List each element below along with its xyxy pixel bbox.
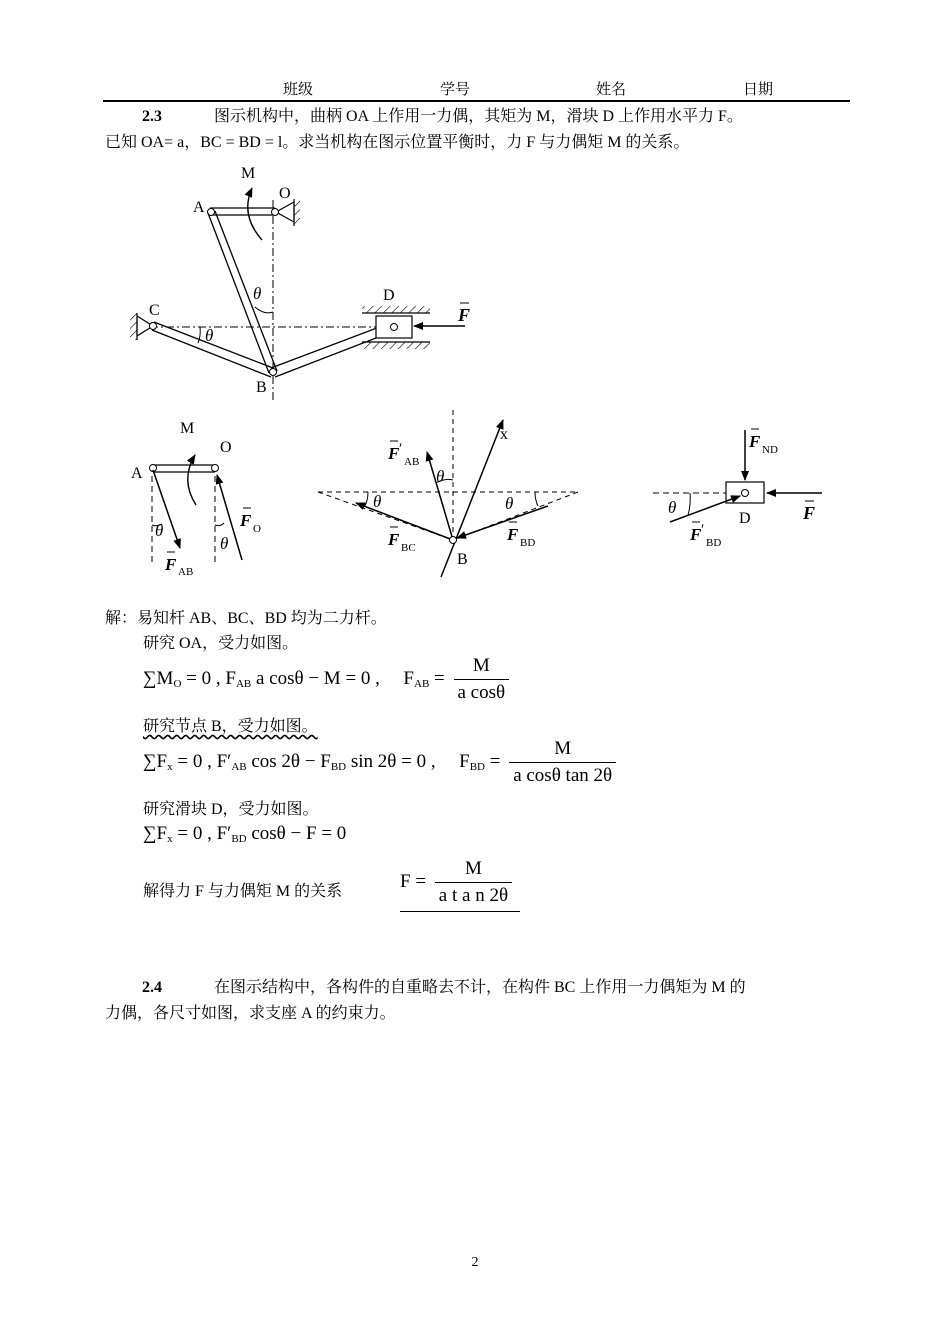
svg-text:θ: θ xyxy=(155,521,164,540)
couple-M-arc-fbd xyxy=(188,455,196,505)
svg-text:F: F xyxy=(507,525,519,544)
label-F: F xyxy=(458,305,471,325)
svg-text:O: O xyxy=(220,439,232,456)
equation-3: $\sum F_x = 0$ , $F'_{BD}$ cosθ − F = 0 xyxy=(143,823,347,845)
label-A: A xyxy=(193,199,205,216)
fbd-slider-D xyxy=(653,429,822,549)
label-theta-2: θ xyxy=(205,326,214,345)
label-D: D xyxy=(383,287,395,304)
student-no-label: 学号 xyxy=(440,82,471,98)
force-F-BD-arrow xyxy=(457,506,548,538)
label-M: M xyxy=(241,165,256,182)
equation-1-fraction: $\frac{M}{\text{a cosθ}}$ xyxy=(454,655,510,704)
solution-step-2: 研究节点 B，受力如图。 xyxy=(143,718,318,735)
result-text: 解得力 F 与力偶矩 M 的关系 xyxy=(143,883,343,900)
statement-line-2: 力偶，各尺寸如图，求支座 A 的约束力。 xyxy=(105,1005,396,1022)
date-label: 日期 xyxy=(743,82,774,98)
svg-text:D: D xyxy=(739,510,751,527)
force-F-BC-arrow xyxy=(356,503,453,540)
svg-text:M: M xyxy=(180,420,195,437)
svg-text:BD: BD xyxy=(520,537,536,549)
svg-text:θ: θ xyxy=(505,494,514,513)
name-label: 姓名 xyxy=(596,82,627,98)
problem-number: 2.3 xyxy=(142,108,162,125)
svg-text:BD: BD xyxy=(706,537,722,549)
equation-1: $\sum M_O = 0$ , $F_{AB}$ a cosθ − M = 0 , $F_{AB}$ = $\frac{M}{\text{a cosθ}}$ xyxy=(143,655,509,704)
svg-text:F: F xyxy=(690,525,702,544)
statement-line-1: 在图示结构中，各构件的自重略去不计，在构件 BC 上作用一力偶矩为 M 的 xyxy=(214,979,746,996)
svg-text:θ: θ xyxy=(220,534,229,553)
equation-2-fraction: $\frac{M}{\text{a cosθ tan 2θ}}$ xyxy=(509,738,616,787)
statement-line-2: 已知 OA= a，BC = BD = l。求当机构在图示位置平衡时，力 F 与力偶矩 M 的关系。 xyxy=(105,134,690,151)
equation-2: $\sum F_x = 0$ , $F'_{AB}$ $\cos 2\theta - F_{BD}$ sin 2θ = 0 , $F_{BD}$ = $\frac{M}{\text{a cosθ tan 2θ}}$ xyxy=(143,738,616,787)
class-label: 班级 xyxy=(283,82,314,98)
label-O: O xyxy=(279,185,291,202)
svg-text:θ: θ xyxy=(668,498,677,517)
statement-line-1: 图示机构中，曲柄 OA 上作用一力偶，其矩为 M，滑块 D 上作用水平力 F。 xyxy=(214,108,743,125)
svg-text:F: F xyxy=(165,555,177,574)
problem-2-4-statement xyxy=(105,975,850,1027)
axis-x-arrow xyxy=(441,420,503,577)
svg-text:O: O xyxy=(253,523,261,535)
svg-text:F: F xyxy=(388,530,400,549)
svg-text:F: F xyxy=(388,444,400,463)
solution-step-1: 研究 OA，受力如图。 xyxy=(143,635,299,652)
svg-text:′: ′ xyxy=(701,522,705,538)
fbd-node-B xyxy=(318,410,578,577)
label-B: B xyxy=(256,379,267,396)
svg-text:B: B xyxy=(457,551,468,568)
svg-text:AB: AB xyxy=(404,456,420,468)
svg-text:F: F xyxy=(240,511,252,530)
problem-number: 2.4 xyxy=(142,979,162,996)
svg-text:AB: AB xyxy=(178,566,194,578)
fbd-crank-OA xyxy=(131,420,261,578)
label-theta-1: θ xyxy=(253,284,262,303)
svg-text:θ: θ xyxy=(373,492,382,511)
svg-text:θ: θ xyxy=(436,467,445,486)
svg-text:F: F xyxy=(803,503,816,523)
solution-step-3: 研究滑块 D，受力如图。 xyxy=(143,801,319,818)
svg-text:ND: ND xyxy=(762,444,778,456)
label-C: C xyxy=(149,302,160,319)
free-body-diagrams xyxy=(0,0,950,600)
svg-text:′: ′ xyxy=(399,441,403,457)
result-equation: F = $\frac{M}{\text{a t a n 2θ}}$ xyxy=(400,858,520,912)
svg-text:BC: BC xyxy=(401,542,416,554)
solution-intro: 解：易知杆 AB、BC、BD 均为二力杆。 xyxy=(105,610,387,627)
force-F-AB-prime-arrow xyxy=(427,452,453,540)
svg-text:F: F xyxy=(749,432,761,451)
page-number: 2 xyxy=(471,1255,479,1270)
svg-text:x: x xyxy=(500,426,508,443)
svg-text:A: A xyxy=(131,465,143,482)
result-fraction: $\frac{M}{\text{a t a n 2θ}}$ xyxy=(435,858,512,907)
force-F-BD-prime-arrow xyxy=(670,496,740,522)
